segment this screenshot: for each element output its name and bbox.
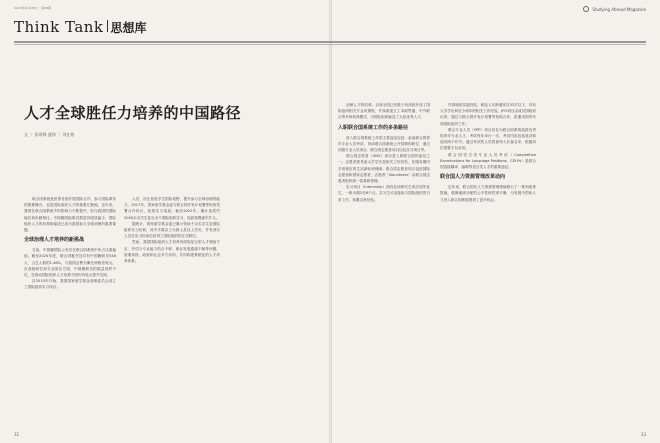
- paragraph: 据统计，国家留学基金委已累计资助千余名学生赴国际组织实习任职，其中半数以上为硕士及以上学历，并有部分人员在实习结束后获得了国际组织的正式职位。: [124, 221, 220, 239]
- issue-date: 2023年04月25日 · 第08期: [14, 6, 51, 10]
- paragraph: 联合国语言类专业人员考试（Competitive Examinations for Language Positions，CELPs）是联合国选拔翻译、编辑等语言类人才的重要途径。: [440, 152, 536, 170]
- article-title: 人才全球胜任力培养的中国路径: [24, 104, 242, 122]
- text-column-4: [440, 102, 536, 427]
- text-column-1: [24, 196, 116, 426]
- paragraph: 当前，中国籍国际公务员在联合国系统中所占比重偏低。截至2020年底，联合国秘书处共有中国籍职员548人，占总人数的1.46%，与我国会费分摊比例相差较大。在高级职位和专业岗位方面，中国籍职员的数量同样不足，在推动国际组织人才培养方面仍有较大提升空间。: [24, 248, 116, 278]
- article-byline: 文 ｜ 张琼锦 盛诤 ｜ 刘仕格: [24, 132, 75, 137]
- paragraph: 进入联合国系统工作的主要途径包括：参加联合国青年专业人员考试、申请联合国系统公开招聘的职位、通过初级专业人员项目、联合国志愿者项目以及实习项目等。: [338, 135, 430, 153]
- text-column-3: [338, 102, 430, 427]
- section-title-zh: 思想库: [110, 21, 147, 35]
- section-title: [14, 18, 147, 36]
- section-heading: 联合国人力资源管理改革动向: [440, 174, 506, 181]
- section-title-en: Think Tank: [14, 18, 104, 36]
- paragraph: 联合国志愿者（UNV）项目是入职联合国的途径之一。志愿者需具备大学学历及相关工作经验，在服务期内享受相应的生活津贴和保障。联合国志愿者项目包括国际志愿者和国家志愿者，志愿者（Volunteers）由联合国志愿者组织统一招募和管理。: [338, 154, 430, 184]
- paragraph: 联合国系统是世界各国开展国际合作、参与国际事务的重要舞台，也是国际组织人才的重要汇聚地。近年来，我国在联合国系统中的影响力不断提升，但与我国的国际地位和贡献相比，中国籍国际职员数量仍明显偏少，国际组织人才的培养和输送已成为我国参与全球治理的重要课题。: [24, 197, 116, 233]
- magazine-name: Studying Abroad Magazine: [592, 6, 646, 12]
- section-divider: [107, 20, 108, 32]
- header-rule-thin: [14, 44, 646, 45]
- paragraph: 近年来，联合国在人力资源管理领域推行了一系列改革措施，强调地域分配的公平性和性别平衡，为发展中国家人才进入联合国系统提供了更多机会。: [440, 185, 536, 202]
- page-number-right: 33: [640, 432, 646, 437]
- section-heading: 全球治理人才培养的新挑战: [24, 237, 85, 244]
- page-number-left: 32: [14, 432, 20, 437]
- paragraph: 实习项目（Internship）面向在读研究生或应届毕业生，一般为期2至6个月。实习生可直接参与国际组织的日常工作，积累宝贵经验。: [338, 185, 430, 202]
- paragraph: 作领域的实践经验，候选人年龄通常在32岁以下，具有大学学历和至少两年的相关工作经验。JPO项目由成员国政府出资，通过与联合国开发计划署等机构合作，派遣本国青年到国际组织工作。: [440, 103, 536, 126]
- text-column-2: [124, 196, 220, 426]
- section-heading: 入职联合国系统工作的多条路径: [338, 124, 409, 131]
- magazine-header: [583, 6, 646, 12]
- globe-icon: [583, 6, 589, 12]
- paragraph: 治理人才的培养。目前全国已有数十所高校开设了国际组织相关专业或课程，并探索建立了本硕贯通、中外联合等多种培养模式，为国际组织输送了大批优秀人才。: [338, 103, 430, 120]
- paragraph: 人员，旨在拓宽学生国际视野、提升参与全球治理的能力。2017年，国家留学基金委与联合国开发计划署等机构签署合作协议，拓展实习渠道。截至2022年，累计选派约2000余名学生赴百余个国际组织实习，选派规模逐年扩大。: [124, 197, 220, 220]
- paragraph: 自2015年开始，我国国家留学基金管理委员会设立了国际组织实习项目。: [24, 279, 116, 290]
- header-rule: [14, 41, 646, 43]
- paragraph: 联合专业人员（YPP）项目旨在为联合国系统选拔优秀的青年专业人才，考试每年举行一次，考试内容包括笔试和面试两个环节。通过考试的人员将被列入后备名单，根据岗位需要予以录用。: [440, 127, 536, 151]
- paragraph: 然而，我国国际组织人才培养仍面临复合型人才储备不足、外语与专业能力结合不够、职业发展通道不畅等问题，需要高校、政府和社会多方协同，共同构建系统化的人才培养体系。: [124, 240, 220, 264]
- page-fold: [329, 0, 332, 443]
